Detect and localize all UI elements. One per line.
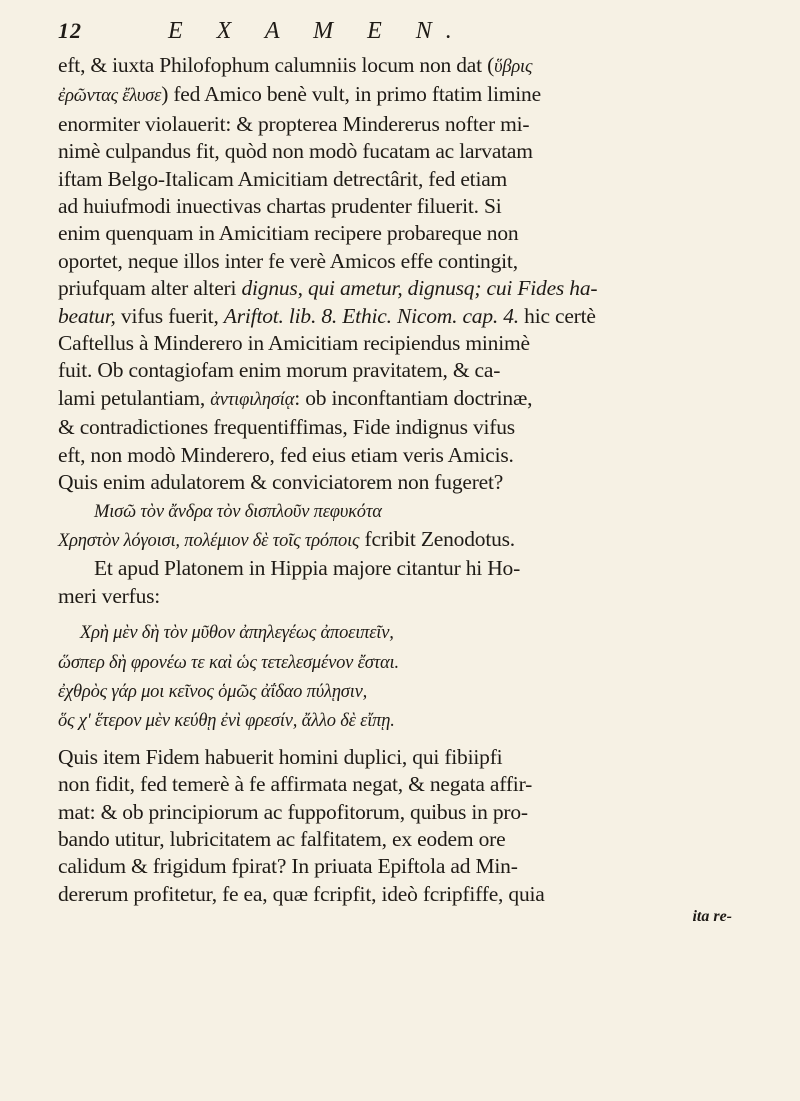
text-segment: enim quenquam in Amicitiam recipere probareque non (58, 221, 519, 246)
text-segment: oportet, neque illos inter fe verè Amicos effe contingit, (58, 248, 518, 273)
page-header (58, 18, 772, 52)
text-segment: fcribit Zenodotus. (359, 526, 515, 551)
text-segment: meri verfus: (58, 583, 161, 608)
text-line (58, 111, 772, 138)
text-segment: eft, & iuxta Philofophum calumniis locum non dat ( (58, 53, 495, 77)
text-line (58, 706, 772, 735)
text-segment: enormiter violauerit: & propterea Mindererus nofter mi- (58, 111, 530, 136)
text-segment: non fidit, fed temerè à fe affirmata negat, & negata affir- (58, 772, 533, 797)
text-line (58, 648, 772, 677)
text-line (58, 771, 772, 798)
page-number: 12 (58, 18, 82, 43)
text-line (58, 330, 772, 357)
text-line (58, 826, 772, 853)
text-line (58, 52, 772, 81)
text-line (58, 799, 772, 826)
greek-text: Μισῶ τὸν ἄνδρα τὸν δισπλοῦν πεφυκότα (94, 501, 382, 522)
text-segment: dererum profitetur, fe ea, quæ fcripfit, ideò fcripfiffe, quia (58, 881, 545, 906)
text-line (58, 81, 772, 110)
text-line (58, 138, 772, 165)
text-line (58, 442, 772, 469)
text-line (58, 555, 772, 582)
text-segment: : ob inconftantiam doctrinæ, (294, 385, 533, 410)
text-segment: Et apud Platonem in Hippia majore citantur hi Ho- (94, 556, 521, 581)
text-segment: ad huiufmodi inuectivas chartas prudenter filuerit. Si (58, 194, 502, 219)
text-segment: & contradictiones frequentiffimas, Fide indignus vifus (58, 415, 515, 440)
text-segment: iftam Belgo-Italicam Amicitiam detrectârit, fed etiam (58, 166, 508, 191)
running-head: E X A M E N. (168, 18, 466, 44)
text-line (58, 275, 772, 302)
text-line (58, 220, 772, 247)
verse-spacer (58, 736, 772, 744)
text-line (58, 618, 772, 647)
text-segment: Quis item Fidem habuerit homini duplici, qui fibiipfi (58, 744, 503, 769)
text-line (58, 357, 772, 384)
text-segment: hic certè (518, 303, 596, 328)
verse-spacer (58, 610, 772, 618)
text-segment: Quis enim adulatorem & conviciatorem non fugeret? (58, 470, 504, 495)
text-line (58, 744, 772, 771)
text-line (58, 303, 772, 330)
text-segment: ) fed Amico benè vult, in primo ftatim limine (161, 82, 541, 107)
text-line (58, 193, 772, 220)
text-segment: calidum & frigidum fpirat? In priuata Epiftola ad Min- (58, 854, 518, 879)
text-segment: eft, non modò Minderero, fed eius etiam veris Amicis. (58, 442, 514, 467)
text-line (58, 526, 772, 555)
text-segment: priufquam alter alteri (58, 276, 242, 301)
text-segment: Caftellus à Minderero in Amicitiam recipiendus minimè (58, 331, 530, 356)
text-line (58, 677, 772, 706)
greek-text: ὅς χ' ἕτερον μὲν κεύθῃ ἐνὶ φρεσίν, ἄλλο δὲ εἴπῃ. (58, 711, 395, 732)
text-line (58, 414, 772, 441)
italic-text: Ariftot. lib. 8. Ethic. Nicom. cap. 4. (223, 303, 519, 328)
text-line (58, 166, 772, 193)
text-line (58, 385, 772, 414)
body-text (58, 52, 772, 908)
greek-text: ἐρῶντας ἔλυσε (58, 86, 162, 107)
greek-text: ἀντιφιλησίᾳ (210, 389, 295, 410)
greek-text: Χρὴ μὲν δὴ τὸν μῦθον ἀπηλεγέως ἀποειπεῖν, (80, 623, 394, 644)
text-segment: mat: & ob principiorum ac fuppofitorum, quibus in pro- (58, 799, 528, 824)
catchword: ita re- (692, 908, 732, 926)
greek-text: ὥσπερ δὴ φρονέω τε καὶ ὡς τετελεσμένον ἔσται. (58, 652, 399, 673)
text-segment: bando utitur, lubricitatem ac falfitatem, ex eodem ore (58, 826, 506, 851)
text-line (58, 248, 772, 275)
italic-text: beatur, (58, 303, 116, 328)
text-line (58, 469, 772, 496)
text-line (58, 497, 772, 526)
text-segment: nimè culpandus fit, quòd non modò fucatam ac larvatam (58, 139, 533, 164)
text-line (58, 881, 772, 908)
text-line (58, 583, 772, 610)
text-line (58, 853, 772, 880)
text-segment: lami petulantiam, (58, 385, 211, 410)
greek-text: Χρηστὸν λόγοισι, πολέμιον δὲ τοῖς τρόποις (58, 530, 360, 551)
greek-text: ἐχθρὸς γάρ μοι κεῖνος ὁμῶς ἀΐδαο πύλῃσιν, (58, 681, 368, 702)
italic-text: dignus, qui ametur, dignusq; cui Fides ha- (241, 276, 598, 301)
greek-text: ὕβρις (494, 57, 533, 77)
text-segment: vifus fuerit, (115, 303, 224, 328)
text-segment: fuit. Ob contagiofam enim morum pravitatem, & ca- (58, 358, 501, 383)
